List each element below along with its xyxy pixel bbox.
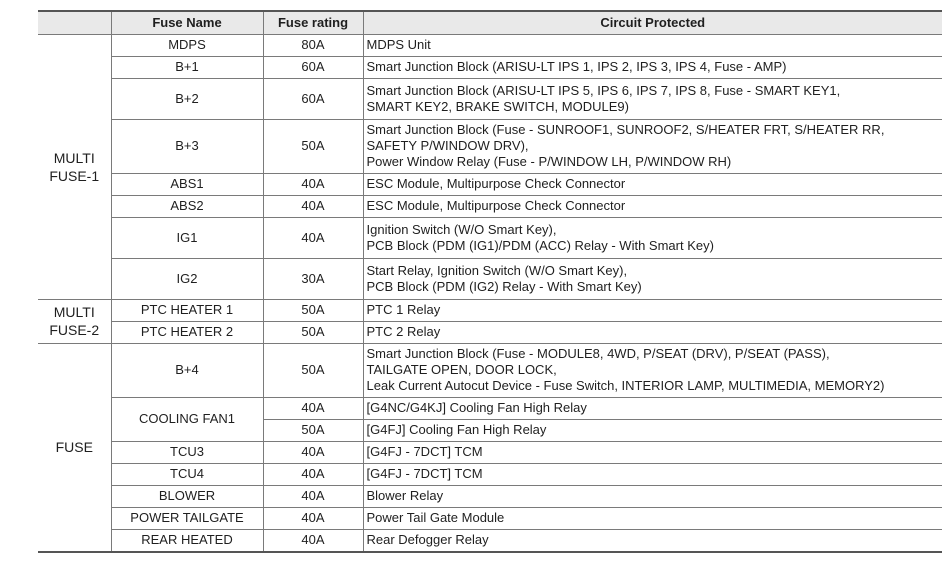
fuse-name: MDPS	[111, 35, 263, 57]
fuse-rating-header: Fuse rating	[263, 11, 363, 35]
fuse-rating: 40A	[263, 174, 363, 196]
fuse-name: BLOWER	[111, 486, 263, 508]
circuit-protected: Start Relay, Ignition Switch (W/O Smart Key), PCB Block (PDM (IG2) Relay - With Smart Key)	[363, 259, 942, 300]
circuit-protected: Power Tail Gate Module	[363, 508, 942, 530]
fuse-name: TCU3	[111, 442, 263, 464]
fuse-name: B+1	[111, 57, 263, 79]
fuse-name: ABS2	[111, 196, 263, 218]
circuit-protected: [G4NC/G4KJ] Cooling Fan High Relay	[363, 398, 942, 420]
circuit-protected: ESC Module, Multipurpose Check Connector	[363, 196, 942, 218]
fuse-rating: 40A	[263, 218, 363, 259]
fuse-name: B+2	[111, 79, 263, 120]
fuse-rating: 40A	[263, 508, 363, 530]
fuse-name: POWER TAILGATE	[111, 508, 263, 530]
table-row	[38, 300, 942, 322]
fuse-rating: 40A	[263, 398, 363, 420]
fuse-rating: 50A	[263, 420, 363, 442]
fuse-rating: 50A	[263, 120, 363, 174]
fuse-rating: 40A	[263, 464, 363, 486]
circuit-protected: PTC 1 Relay	[363, 300, 942, 322]
fuse-name: B+3	[111, 120, 263, 174]
fuse-name: COOLING FAN1	[111, 398, 263, 442]
circuit-protected: Smart Junction Block (ARISU-LT IPS 1, IPS 2, IPS 3, IPS 4, Fuse - AMP)	[363, 57, 942, 79]
fuse-rating: 50A	[263, 300, 363, 322]
fuse-rating: 50A	[263, 344, 363, 398]
circuit-protected: [G4FJ - 7DCT] TCM	[363, 464, 942, 486]
circuit-protected: PTC 2 Relay	[363, 322, 942, 344]
circuit-protected: ESC Module, Multipurpose Check Connector	[363, 174, 942, 196]
circuit-protected: Blower Relay	[363, 486, 942, 508]
table-row	[38, 486, 942, 508]
table-row	[38, 259, 942, 300]
header-row	[38, 11, 942, 35]
table-row	[38, 508, 942, 530]
circuit-protected: [G4FJ] Cooling Fan High Relay	[363, 420, 942, 442]
table-row	[38, 35, 942, 57]
table-row	[38, 120, 942, 174]
table-row	[38, 530, 942, 552]
fuse-rating: 40A	[263, 442, 363, 464]
table-row	[38, 464, 942, 486]
table-row	[38, 57, 942, 79]
fuse-name: REAR HEATED	[111, 530, 263, 552]
table-row	[38, 442, 942, 464]
circuit-protected: Smart Junction Block (Fuse - SUNROOF1, SUNROOF2, S/HEATER FRT, S/HEATER RR, SAFETY P/WINDOW DRV), Power Window Relay (Fuse - P/WINDOW LH, P/WINDOW RH)	[363, 120, 942, 174]
fuse-rating: 50A	[263, 322, 363, 344]
fuse-name: IG1	[111, 218, 263, 259]
circuit-protected: Rear Defogger Relay	[363, 530, 942, 552]
fuse-rating: 40A	[263, 486, 363, 508]
fuse-name: TCU4	[111, 464, 263, 486]
fuse-name: PTC HEATER 1	[111, 300, 263, 322]
table-row	[38, 398, 942, 420]
fuse-rating: 60A	[263, 57, 363, 79]
circuit-header: Circuit Protected	[363, 11, 942, 35]
circuit-protected: [G4FJ - 7DCT] TCM	[363, 442, 942, 464]
circuit-protected: Smart Junction Block (Fuse - MODULE8, 4WD, P/SEAT (DRV), P/SEAT (PASS), TAILGATE OPEN, DOOR LOCK, Leak Current Autocut Device - Fuse Switch, INTERIOR LAMP, MULTIMEDIA, MEMORY2)	[363, 344, 942, 398]
fuse-name: B+4	[111, 344, 263, 398]
fuse-name: ABS1	[111, 174, 263, 196]
table-row	[38, 79, 942, 120]
table-row	[38, 344, 942, 398]
table-row	[38, 322, 942, 344]
fuse-rating: 30A	[263, 259, 363, 300]
group-label-multi-fuse-1: MULTI FUSE-1	[38, 35, 111, 300]
fuse-table	[38, 10, 942, 553]
circuit-protected: MDPS Unit	[363, 35, 942, 57]
group-label-fuse: FUSE	[38, 344, 111, 552]
fuse-name-header: Fuse Name	[111, 11, 263, 35]
table-row	[38, 174, 942, 196]
table-row	[38, 196, 942, 218]
circuit-protected: Smart Junction Block (ARISU-LT IPS 5, IPS 6, IPS 7, IPS 8, Fuse - SMART KEY1, SMART KEY2, BRAKE SWITCH, MODULE9)	[363, 79, 942, 120]
fuse-name: IG2	[111, 259, 263, 300]
fuse-name: PTC HEATER 2	[111, 322, 263, 344]
table-row	[38, 218, 942, 259]
fuse-rating: 40A	[263, 530, 363, 552]
group-label-multi-fuse-2: MULTI FUSE-2	[38, 300, 111, 344]
fuse-rating: 60A	[263, 79, 363, 120]
group-header	[38, 11, 111, 35]
fuse-rating: 80A	[263, 35, 363, 57]
fuse-rating: 40A	[263, 196, 363, 218]
circuit-protected: Ignition Switch (W/O Smart Key), PCB Block (PDM (IG1)/PDM (ACC) Relay - With Smart Key)	[363, 218, 942, 259]
